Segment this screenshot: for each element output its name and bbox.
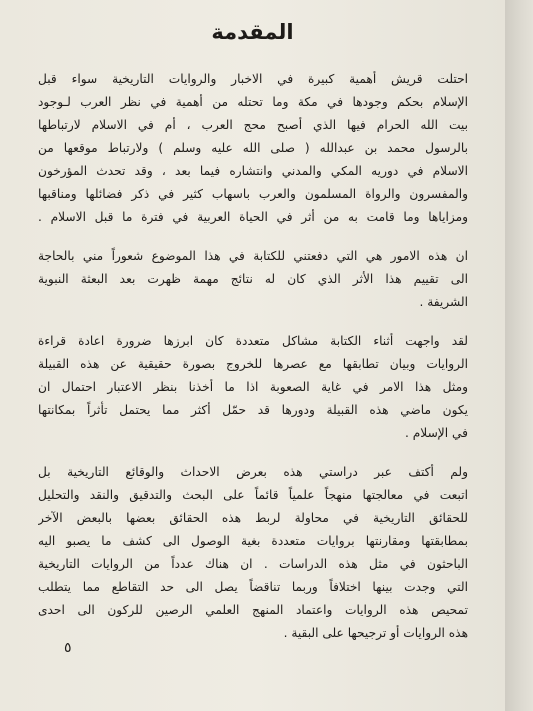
body-text [38, 68, 468, 661]
text-line: الإسلام بحكم وجودها في مكة وما تحتله من أهمية في نظر العرب لـوجود [38, 95, 468, 109]
paragraph-1 [38, 68, 468, 229]
page-number: ٥ [64, 640, 72, 656]
text-line: احتلت قريش أهمية كبيرة في الاخبار والروايات التاريخية سواء قبل [38, 72, 468, 86]
text-line: لقد واجهت أثناء الكتابة مشاكل متعددة كان ابرزها ضرورة اعادة قراءة [38, 334, 468, 348]
paragraph-3 [38, 330, 468, 445]
text-line: هذه الروايات أو ترجيحها على البقية . [283, 626, 468, 640]
paragraph-4 [38, 461, 468, 645]
text-line: ومثل هذا الامر في غاية الصعوبة اذا ما أخذنا بنظر الاعتبار احتمال ان [38, 380, 468, 394]
text-line: بيت الله الحرام فيها الذي أصبح محج العرب ، أم في الاسلام لارتباطها [38, 118, 468, 132]
text-line: اتبعت في معالجتها منهجاً علمياً قائماً على البحث والتدقيق والنقد والتحليل [38, 488, 468, 502]
text-line: يكون ماضي هذه القبيلة ودورها قد حمّل أكثر مما يحتمل تأثراً بمكانتها [38, 403, 468, 417]
paragraph-2 [38, 245, 468, 314]
text-line: في الإسلام . [405, 426, 468, 440]
page-edge [505, 0, 533, 711]
text-line: والمفسرون والرواة المسلمون والعرب باسهاب كثير في ذكر فضائلها ومناقبها [38, 187, 468, 201]
text-line: الاسلام في دوريه المكي والمدني وانتشاره فيما بعد ، وقد تحدث المؤرخون [38, 164, 468, 178]
text-line: ولم أكتف عبر دراستي هذه بعرض الاحداث والوقائع التاريخية بل [38, 465, 468, 479]
text-line: التي وجدت بينها اختلافاً وربما تناقضاً يصل الى حد التقاطع مما يتطلب [38, 580, 468, 594]
text-line: الروايات وبيان تطابقها مع عصرها للخروج بصورة حقيقية عن هذه القبيلة [38, 357, 468, 371]
text-line: الى تقييم هذا الأثر الذي كان له نتائج مهمة ظهرت بعد البعثة النبوية [38, 272, 468, 286]
text-line: الباحثون في مثل هذه الدراسات . ان هناك عدداً من الروايات التاريخية [38, 557, 468, 571]
text-line: ومزاياها وما قامت به من أثر في الحياة العربية في فترة ما قبل الاسلام . [38, 210, 468, 224]
text-line: بمطابقتها ومقارنتها بروايات متعددة بغية الوصول الى كشف ما يصبو اليه [38, 534, 468, 548]
text-line: ان هذه الامور هي التي دفعتني للكتابة في هذا الموضوع شعوراً مني بالحاجة [38, 249, 468, 263]
text-line: بالرسول محمد بن عبدالله ( صلى الله عليه وسلم ) ولارتباط موقعها من [38, 141, 468, 155]
page-title: المقدمة [211, 20, 294, 44]
text-line: تمحيص هذه الروايات واعتماد المنهج العلمي الرصين للركون الى احدى [38, 603, 468, 617]
text-line: الشريفة . [419, 295, 468, 309]
text-line: للحقائق التاريخية في محاولة لربط هذه الحقائق بعضها بالبعض الآخر [38, 511, 468, 525]
